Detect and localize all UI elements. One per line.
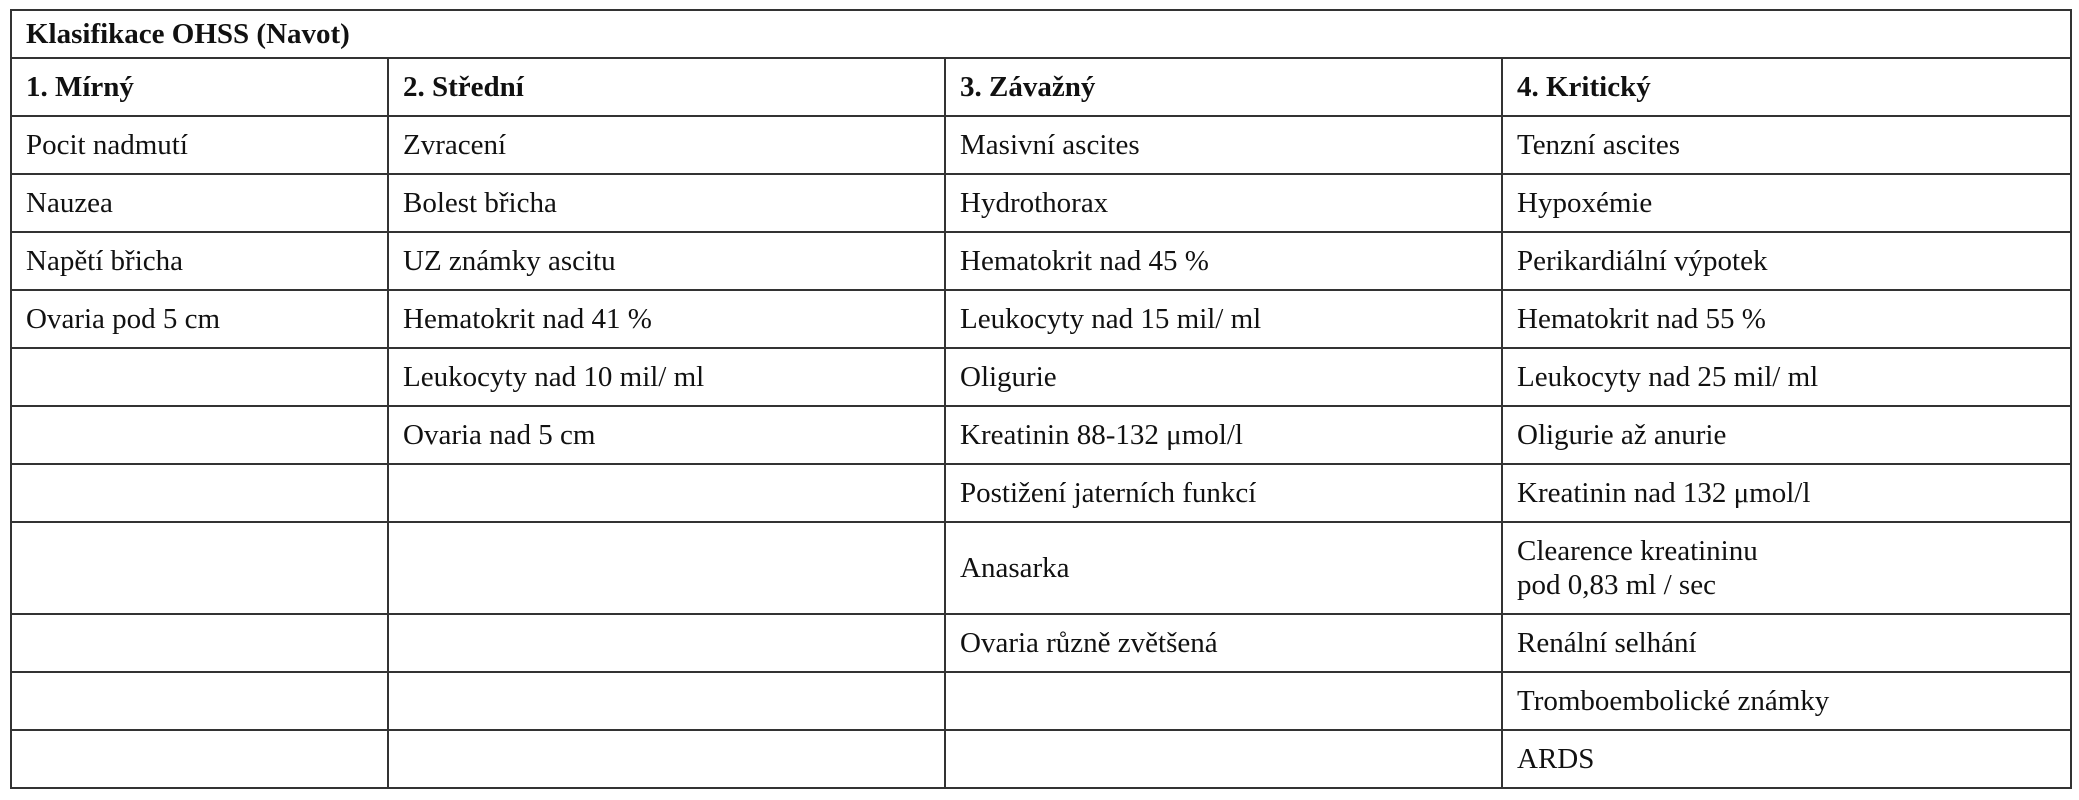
table-row [11, 406, 2071, 464]
table-cell-mild [11, 174, 388, 232]
table-cell-critical [1502, 174, 2071, 232]
ohss-classification-table [10, 9, 2072, 789]
table-cell-severe [945, 464, 1502, 522]
cell-text: Kreatinin 88-132 μmol/l [960, 419, 1243, 451]
table-row [11, 232, 2071, 290]
cell-text: Anasarka [960, 552, 1070, 584]
table-cell-severe [945, 116, 1502, 174]
table-cell-severe [945, 614, 1502, 672]
table-cell-severe [945, 522, 1502, 614]
table-cell-moderate [388, 614, 945, 672]
table-cell-critical [1502, 672, 2071, 730]
table-row [11, 730, 2071, 788]
cell-text: Perikardiální výpotek [1517, 245, 1768, 277]
cell-text: Ovaria pod 5 cm [26, 303, 221, 335]
cell-text: Clearence kreatininu pod 0,83 ml / sec [1517, 535, 1758, 601]
cell-text: Leukocyty nad 15 mil/ ml [960, 303, 1262, 335]
table-cell-moderate [388, 406, 945, 464]
table-cell-severe [945, 174, 1502, 232]
table-cell-moderate [388, 116, 945, 174]
cell-text: Renální selhání [1517, 627, 1697, 659]
table-cell-critical [1502, 614, 2071, 672]
cell-text: Leukocyty nad 25 mil/ ml [1517, 361, 1819, 393]
table-cell-severe [945, 348, 1502, 406]
table-row [11, 614, 2071, 672]
table-cell-mild [11, 406, 388, 464]
cell-text: Zvracení [403, 129, 507, 161]
table-cell-moderate [388, 232, 945, 290]
table-row [11, 348, 2071, 406]
table-cell-moderate [388, 522, 945, 614]
cell-text: Bolest břicha [403, 187, 557, 219]
table-cell-moderate [388, 174, 945, 232]
table-row [11, 116, 2071, 174]
table-cell-mild [11, 614, 388, 672]
table-row [11, 290, 2071, 348]
column-header-severe: 3. Závažný [945, 58, 1502, 116]
cell-text: Hydrothorax [960, 187, 1109, 219]
table-cell-mild [11, 232, 388, 290]
cell-text: Masivní ascites [960, 129, 1140, 161]
table-cell-severe [945, 730, 1502, 788]
table-cell-mild [11, 522, 388, 614]
cell-text: Kreatinin nad 132 μmol/l [1517, 477, 1811, 509]
table-cell-mild [11, 730, 388, 788]
table-cell-mild [11, 464, 388, 522]
cell-text: Nauzea [26, 187, 113, 219]
table-row [11, 522, 2071, 614]
table-cell-critical [1502, 348, 2071, 406]
table-cell-critical [1502, 730, 2071, 788]
table-cell-critical [1502, 290, 2071, 348]
table-cell-mild [11, 348, 388, 406]
table-cell-mild [11, 290, 388, 348]
table-cell-critical [1502, 232, 2071, 290]
table-cell-moderate [388, 348, 945, 406]
cell-text: UZ známky ascitu [403, 245, 616, 277]
table-cell-mild [11, 116, 388, 174]
table-cell-severe [945, 406, 1502, 464]
cell-text: Ovaria různě zvětšená [960, 627, 1218, 659]
table-body [11, 116, 2071, 788]
cell-text: ARDS [1517, 743, 1595, 775]
cell-text: Hematokrit nad 45 % [960, 245, 1209, 277]
cell-text: Leukocyty nad 10 mil/ ml [403, 361, 705, 393]
cell-text: Hypoxémie [1517, 187, 1653, 219]
document-page [10, 9, 2070, 789]
table-row [11, 464, 2071, 522]
table-cell-critical [1502, 522, 2071, 614]
cell-text: Tenzní ascites [1517, 129, 1681, 161]
table-cell-moderate [388, 290, 945, 348]
table-cell-severe [945, 672, 1502, 730]
table-cell-critical [1502, 406, 2071, 464]
table-cell-severe [945, 232, 1502, 290]
table-cell-moderate [388, 464, 945, 522]
table-cell-moderate [388, 672, 945, 730]
column-header-critical: 4. Kritický [1502, 58, 2071, 116]
table-row [11, 672, 2071, 730]
cell-text: Tromboembolické známky [1517, 685, 1830, 717]
table-cell-critical [1502, 464, 2071, 522]
table-cell-critical [1502, 116, 2071, 174]
cell-text: Hematokrit nad 41 % [403, 303, 652, 335]
table-cell-mild [11, 672, 388, 730]
cell-text: Oligurie [960, 361, 1057, 393]
table-title-row [11, 10, 2071, 58]
table-title: Klasifikace OHSS (Navot) [11, 10, 2071, 58]
cell-text: Pocit nadmutí [26, 129, 188, 161]
column-header-moderate: 2. Střední [388, 58, 945, 116]
cell-text: Ovaria nad 5 cm [403, 419, 596, 451]
cell-text: Napětí břicha [26, 245, 184, 277]
table-cell-severe [945, 290, 1502, 348]
cell-text: Oligurie až anurie [1517, 419, 1727, 451]
cell-text: Postižení jaterních funkcí [960, 477, 1257, 509]
cell-text: Hematokrit nad 55 % [1517, 303, 1766, 335]
column-header-mild: 1. Mírný [11, 58, 388, 116]
table-cell-moderate [388, 730, 945, 788]
table-header-row [11, 58, 2071, 116]
table-row [11, 174, 2071, 232]
